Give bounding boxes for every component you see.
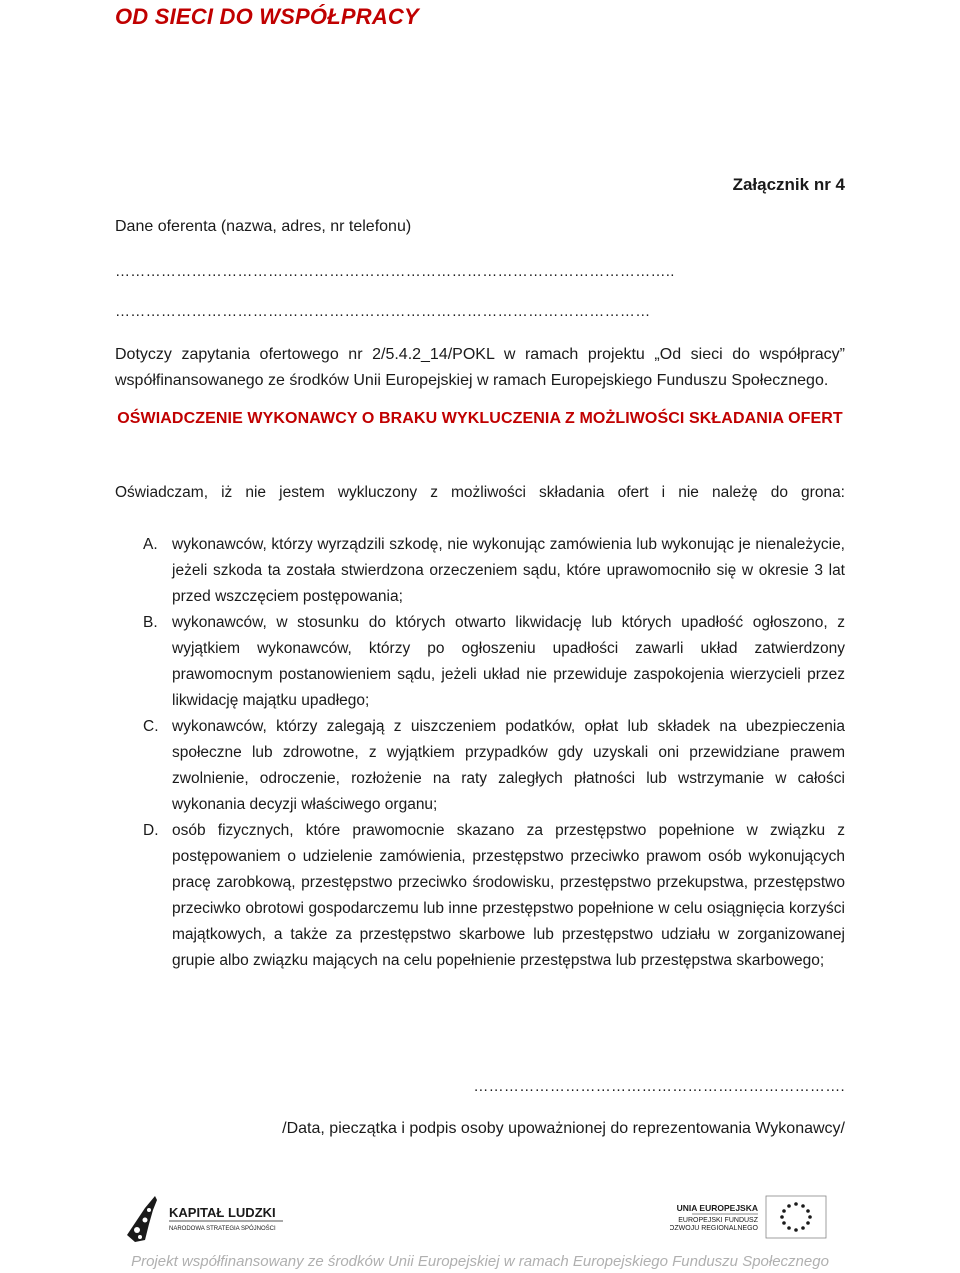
- kapital-ludzki-logo: [123, 1190, 293, 1250]
- list-item-text: osób fizycznych, które prawomocnie skazano za przestępstwo popełnione w związku z postępowaniem o udzielenie zamówienia, przestępstwo przeciwko prawom osób wykonujących pracę zarobkową, przestępstwo przeciwko środowisku, przestępstwo przekupstwa, przestępstwo przeciwko obrotowi gospodarczemu lub inne przestępstwo popełnione w celu osiągnięcia korzyści majątkowych, a także za przestępstwo skarbowe lub przestępstwo udziału w zorganizowanej grupie albo związku mających na celu popełnienie przestępstwa lub przestępstwa skarbowego;: [172, 822, 845, 969]
- list-item-text: wykonawców, którzy zalegają z uiszczeniem podatków, opłat lub składek na ubezpieczenia społeczne lub zdrowotne, z wyjątkiem przypadków gdy uzyskali oni przewidziane prawem zwolnienie, odroczenie, rozłożenie na raty zaległych płatności lub wstrzymanie w całości wykonania decyzji właściwego organu;: [172, 718, 845, 813]
- declaration-title: OŚWIADCZENIE WYKONAWCY O BRAKU WYKLUCZENIA Z MOŻLIWOŚCI SKŁADANIA OFERT: [117, 410, 843, 427]
- offeror-fill-line-2: ……………………………………………………………………………………………: [115, 303, 651, 320]
- logo-left-title: KAPITAŁ LUDZKI: [169, 1205, 276, 1220]
- logo-left-subtitle: NARODOWA STRATEGIA SPÓJNOŚCI: [169, 1226, 276, 1232]
- list-marker: C.: [143, 718, 159, 735]
- list-item: [115, 532, 845, 610]
- list-item: [115, 610, 845, 714]
- signature-line: ……………………………………………………………….: [473, 1078, 845, 1095]
- kapital-ludzki-icon: [127, 1196, 157, 1242]
- signature-caption: /Data, pieczątka i podpis osoby upoważnionej do reprezentowania Wykonawcy/: [282, 1120, 845, 1137]
- list-item: [115, 714, 845, 818]
- list-marker: D.: [143, 822, 159, 839]
- list-marker: B.: [143, 614, 158, 631]
- logo-right-line2: EUROPEJSKI FUNDUSZ: [678, 1217, 758, 1224]
- list-item: [115, 818, 845, 974]
- offeror-data-label: Dane oferenta (nazwa, adres, nr telefonu): [115, 218, 412, 235]
- eu-logo: [670, 1190, 850, 1250]
- list-item-text: wykonawców, którzy wyrządzili szkodę, nie wykonując zamówienia lub wykonując je nienależycie, jeżeli szkoda ta została stwierdzona orzeczeniem sądu, które uprawomocniło się w okresie 3 lat przed wszczęciem postępowania;: [172, 536, 845, 605]
- declaration-intro: Oświadczam, iż nie jestem wykluczony z możliwości składania ofert i nie należę do grona:: [115, 484, 845, 501]
- list-item-text: wykonawców, w stosunku do których otwarto likwidację lub których upadłość ogłoszono, z wyjątkiem wykonawców, którzy po ogłoszeniu upadłości zawarli układ zatwierdzony prawomocnym postanowieniem sądu, jeżeli układ nie przewiduje zaspokojenia wierzycieli przez likwidację majątku upadłego;: [172, 614, 845, 709]
- list-marker: A.: [143, 536, 158, 553]
- attachment-number: Załącznik nr 4: [732, 175, 845, 194]
- exclusion-list: [115, 532, 845, 974]
- offeror-fill-line-1: ………………………………………………………………………………………………..: [115, 263, 675, 280]
- logo-right-line1: UNIA EUROPEJSKA: [676, 1203, 758, 1213]
- footer-note: Projekt współfinansowany ze środków Unii Europejskiej w ramach Europejskiego Funduszu Społecznego: [131, 1253, 829, 1270]
- logo-right-line3: ROZWOJU REGIONALNEGO: [670, 1225, 758, 1232]
- subject-paragraph: Dotyczy zapytania ofertowego nr 2/5.4.2_14/POKL w ramach projektu „Od sieci do współpracy” współfinansowanego ze środków Unii Europejskiej w ramach Europejskiego Funduszu Społecznego.: [115, 346, 845, 389]
- eu-flag-icon: [766, 1196, 826, 1238]
- document-header-title: OD SIECI DO WSPÓŁPRACY: [115, 4, 419, 29]
